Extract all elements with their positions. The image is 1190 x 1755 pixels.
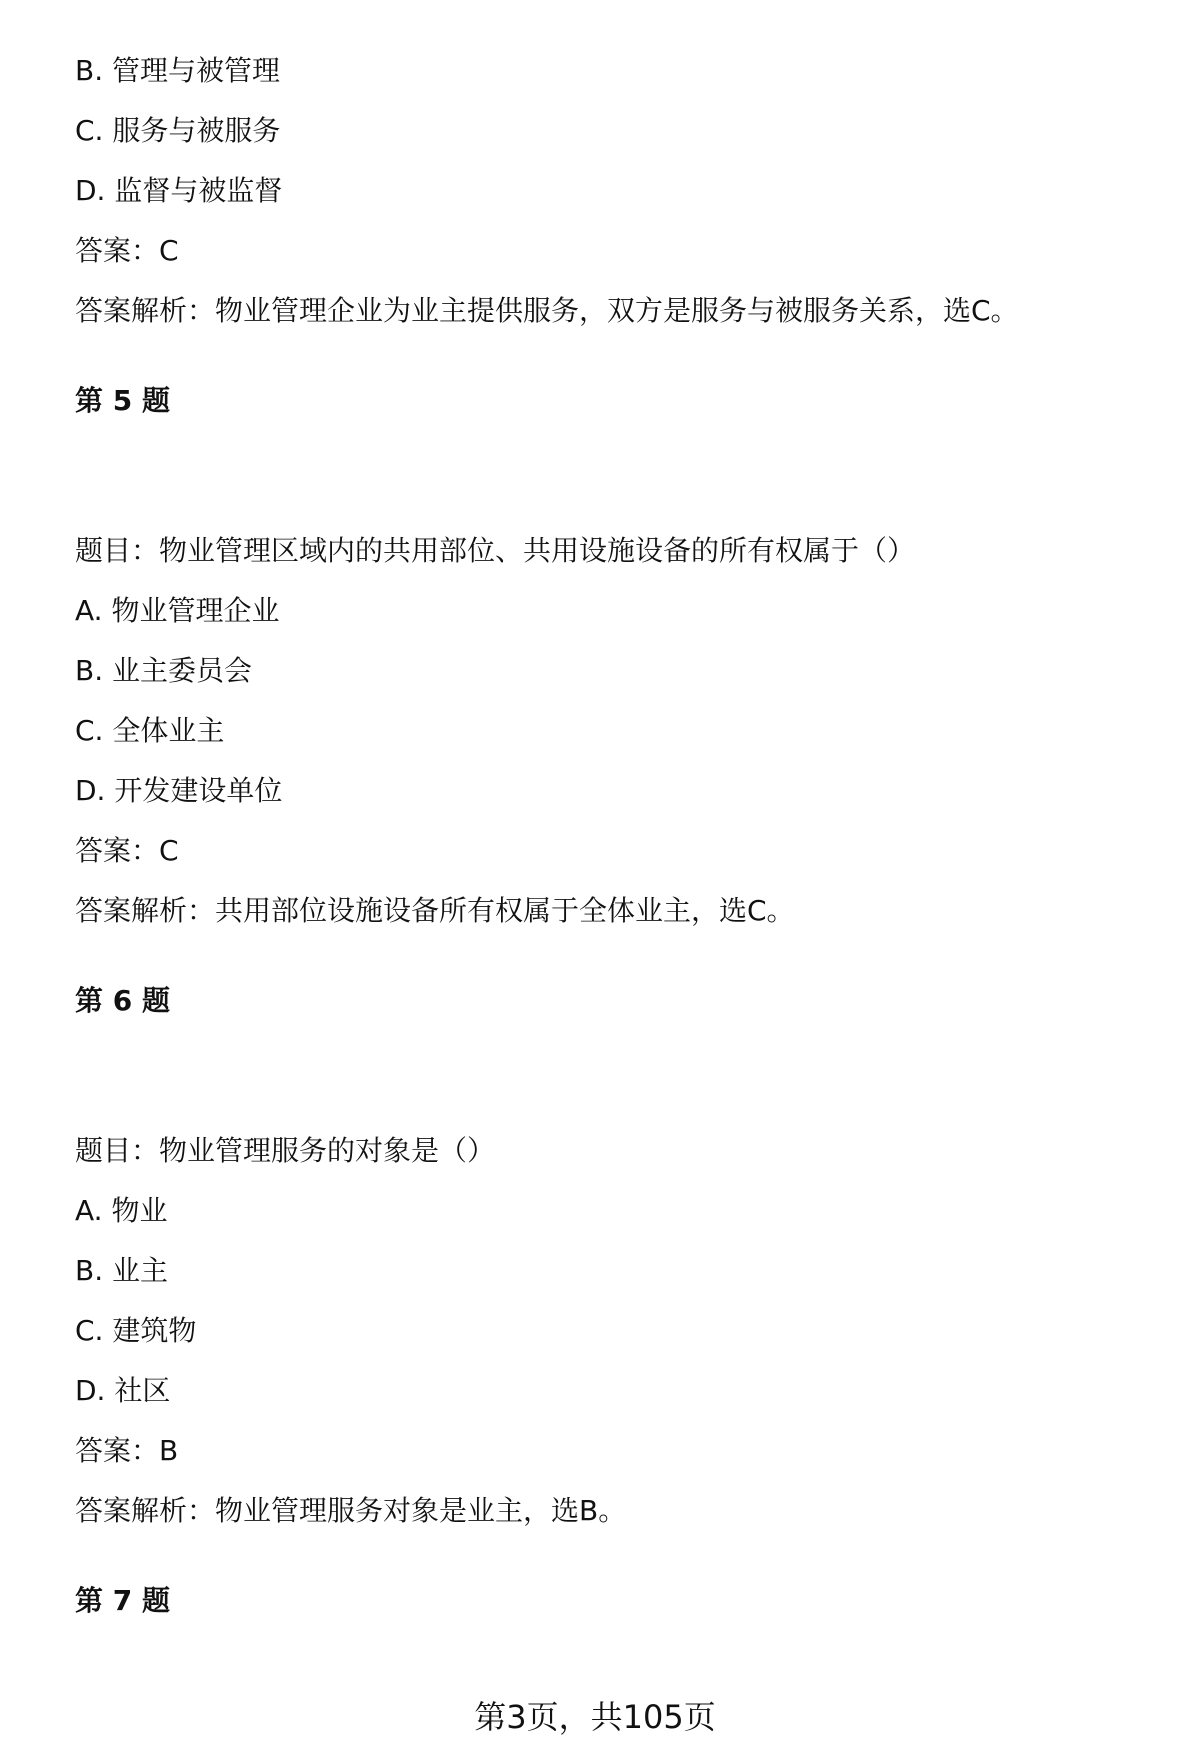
q5-option-c: C. 全体业主 — [75, 714, 225, 747]
q6-option-a: A. 物业 — [75, 1194, 168, 1227]
q6-answer: 答案：B — [75, 1434, 179, 1467]
q4-option-b: B. 管理与被管理 — [75, 54, 281, 87]
q5-heading: 第 5 题 — [75, 384, 170, 417]
q6-option-d: D. 社区 — [75, 1374, 171, 1407]
page-number-footer: 第3页，共105页 — [474, 1698, 716, 1736]
q4-answer: 答案：C — [75, 234, 179, 267]
q5-question: 题目：物业管理区域内的共用部位、共用设施设备的所有权属于（） — [75, 534, 916, 567]
q4-option-c: C. 服务与被服务 — [75, 114, 281, 147]
q5-option-d: D. 开发建设单位 — [75, 774, 283, 807]
q6-question: 题目：物业管理服务的对象是（） — [75, 1134, 496, 1167]
q5-option-b: B. 业主委员会 — [75, 654, 253, 687]
q5-option-a: A. 物业管理企业 — [75, 594, 280, 627]
q4-option-d: D. 监督与被监督 — [75, 174, 283, 207]
q6-heading: 第 6 题 — [75, 984, 170, 1017]
q6-option-c: C. 建筑物 — [75, 1314, 197, 1347]
q6-explanation: 答案解析：物业管理服务对象是业主，选B。 — [75, 1494, 627, 1527]
q7-heading: 第 7 题 — [75, 1584, 170, 1617]
q5-explanation: 答案解析：共用部位设施设备所有权属于全体业主，选C。 — [75, 894, 795, 927]
q6-option-b: B. 业主 — [75, 1254, 169, 1287]
q4-explanation: 答案解析：物业管理企业为业主提供服务，双方是服务与被服务关系，选C。 — [75, 294, 1019, 327]
q5-answer: 答案：C — [75, 834, 179, 867]
